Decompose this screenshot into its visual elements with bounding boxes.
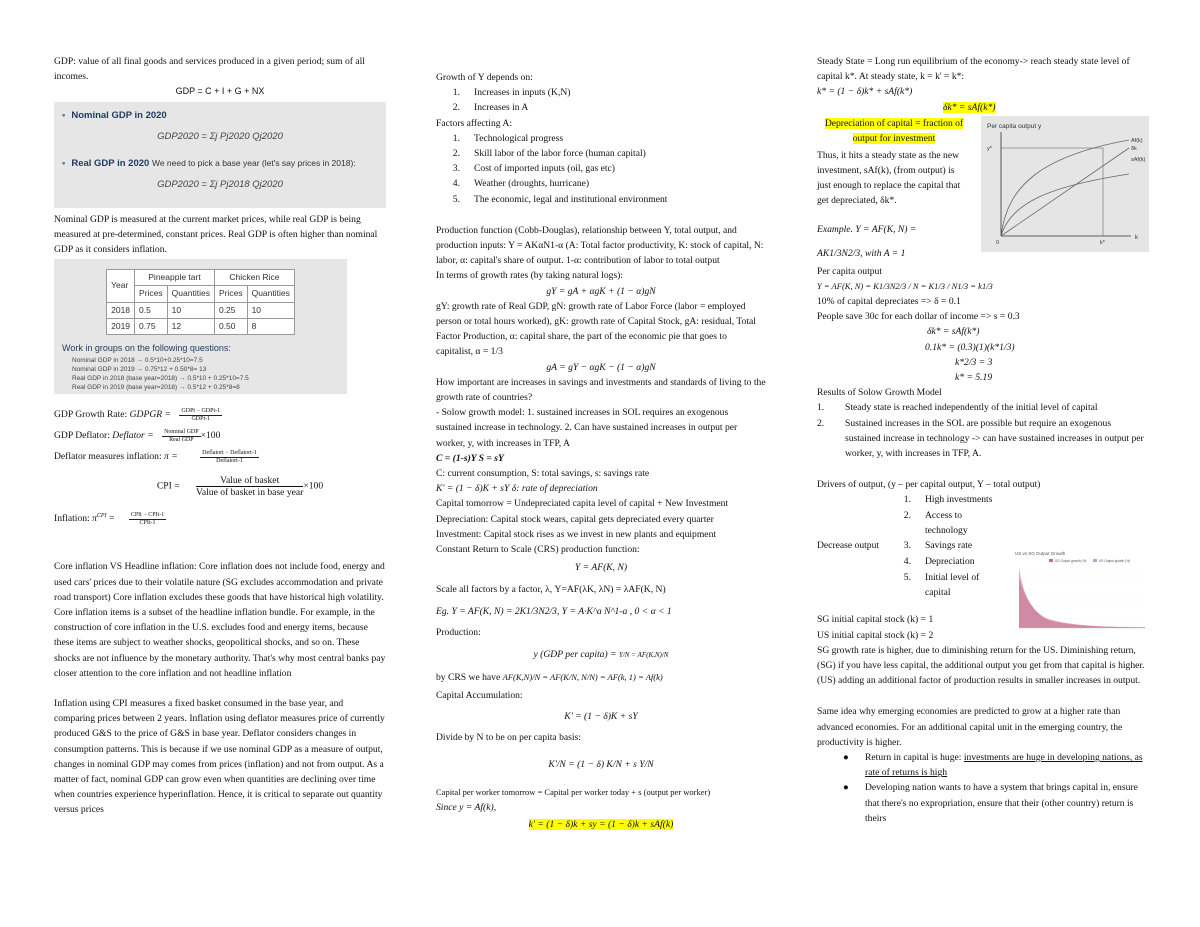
- solow-x-axis-label: k: [1135, 234, 1138, 241]
- gdp-identity: GDP = C + I + G + NX: [175, 86, 265, 97]
- list-item: 2. Increases in A: [452, 102, 529, 114]
- exercise-item: Nominal GDP in 2019 → 0.75*12 + 0.50*8= 13: [72, 366, 207, 374]
- bullet-icon: •: [62, 158, 66, 170]
- work-groups-title: Work in groups on the following questions:: [62, 343, 231, 354]
- table-subheader: Prices: [214, 286, 247, 302]
- tfp-equation: gA = gY − αgK − (1 − α)gN: [546, 361, 656, 373]
- list-item: 4. Depreciation: [903, 556, 975, 568]
- capital-tomorrow: Capital tomorrow = Undepreciated capita level of capital + New Investment: [436, 498, 729, 510]
- depreciation-note: Depreciation of capital = fraction of output for investment: [824, 117, 964, 144]
- sg-chart-title: US vs SG Output Growth: [1015, 551, 1066, 557]
- cpi-inflation: Inflation: $\pi^{CPI}$ = $\frac{\text{CPIt − CPIt-1}}{\text{CPIt-1}}$: [54, 511, 165, 526]
- per-capita-capital-equation: K'/N = (1 − δ) K/N + s Y/N: [548, 758, 654, 770]
- list-item: 3. Cost of imported inputs (oil, gas etc): [452, 163, 615, 175]
- deflator-inflation-fraction: $\frac{\text{Deflatort − Deflatort-1}}{\text{Deflatort-1}}$: [202, 449, 257, 464]
- per-capita-line: y (GDP per capita) = Y/N = AF(K,N)/N: [533, 649, 669, 661]
- savings-rate: People save 30c for each dollar of income => s = 0.3: [817, 311, 1020, 323]
- list-item: 1. High investments: [903, 494, 993, 506]
- results-heading: Results of Solow Growth Model: [817, 387, 942, 399]
- table-header-year: Year: [107, 270, 135, 302]
- table-subheader: Prices: [135, 286, 168, 302]
- steady-state-calc-1: δk* = sAf(k*): [927, 326, 980, 338]
- capital-accumulation-equation: K' = (1 − δ)K + sY: [564, 710, 638, 722]
- column-middle: [436, 70, 766, 832]
- solow-chart-title: Per capita output y: [987, 122, 1042, 130]
- production-label: Production:: [436, 627, 481, 639]
- list-item: 2. Sustained increases in the SOL are possible but require an exogenous sustained increase in technology -> can have sustained increases in output per worker, y, with increases in TFP, A.: [817, 417, 1144, 460]
- gdp-growth-rate: GDP Growth Rate: GDPGR = $\frac{\text{GDPt − GDPt-1}}{\text{GDPt-1}}$: [54, 407, 221, 422]
- crs-equation: Y = AF(K, N): [574, 562, 628, 574]
- steady-state-equation: k* = (1 − δ)k* + sAf(k*): [817, 86, 913, 98]
- example-production-2: AK1/3N2/3, with A = 1: [817, 247, 906, 259]
- growth-rate-fraction: $\frac{\text{GDPt − GDPt-1}}{\text{GDPt-1}}$: [181, 407, 221, 422]
- growth-rate-symbol: GDPGR =: [129, 409, 171, 421]
- sg-legend-sg: SG Output growth (%): [1055, 559, 1087, 564]
- capital-equation: K' = (1 − δ)K + sY δ: rate of depreciation: [436, 483, 598, 495]
- table-cell: 2018: [107, 302, 135, 318]
- list-item: 5. The economic, legal and institutional environment: [452, 193, 668, 205]
- per-worker-line: Capital per worker tomorrow = Capital per worker today + s (output per worker): [436, 786, 711, 797]
- results-list: [817, 400, 1147, 461]
- steady-state-condition: δk* = sAf(k*): [943, 101, 996, 113]
- growth-equation: gY = gA + αgK + (1 − α)gN: [546, 285, 656, 297]
- growth-list: [436, 85, 766, 115]
- table-subheader: Quantities: [247, 286, 294, 302]
- drivers-heading: Drivers of output, (y – per capital output, Y – total output): [817, 479, 1041, 491]
- per-capita-output-label: Per capita output: [817, 265, 883, 277]
- solow-summary: - Solow growth model: 1. sustained increases in SOL requires an exogenous sustained increase in technology. 2. Can have sustained increases in output per worker, y, with increases in TFP, A: [436, 407, 738, 449]
- steady-state-calc-4: k* = 5.19: [955, 372, 993, 384]
- nominal-gdp-formula: GDP2020 = Σj Pj2020 Qj2020: [157, 130, 283, 142]
- column-left: [54, 54, 386, 818]
- consumption-equation: C = (1-s)Y S = sY: [436, 452, 504, 464]
- since-line: Since y = Af(k),: [436, 801, 497, 813]
- table-cell: 0.50: [214, 318, 247, 334]
- list-item: 1. Technological progress: [452, 132, 564, 144]
- cpi-fraction: $\frac{\text{Value of basket}}{\text{Value of basket in base year}}$: [195, 475, 304, 499]
- table-header-rice: Chicken Rice: [214, 270, 294, 286]
- steady-state-calc-2: 0.1k* = (0.3)(1)(k*1/3): [925, 341, 1015, 353]
- us-sg-growth-chart: [1009, 548, 1149, 634]
- list-item: 1. Increases in inputs (K,N): [452, 87, 571, 99]
- scale-line: Scale all factors by a factor, λ, Y=AF(λK, λN) = λAF(K, N): [436, 584, 666, 596]
- list-item: 4. Weather (droughts, hurricane): [452, 178, 590, 190]
- growth-terms: In terms of growth rates (by taking natural logs):: [436, 270, 624, 282]
- depreciation-rate: 10% of capital depreciates => δ = 0.1: [817, 296, 961, 308]
- table-cell: 2019: [107, 318, 135, 334]
- depreciation-definition: Depreciation: Capital stock wears, capital gets depreciated every quarter: [436, 513, 714, 525]
- column-right: [817, 54, 1147, 826]
- capital-motion-equation: k' = (1 − δ)k + sy = (1 − δ)k + sAf(k): [528, 819, 674, 831]
- capital-bullets: [817, 750, 1147, 826]
- example-line: Eg. Y = AF(K, N) = 2K1/3N2/3, Y = A·K^a N^1-a , 0 < α < 1: [436, 606, 672, 618]
- capital-accumulation-label: Capital Accumulation:: [436, 690, 523, 702]
- list-item: 2. Skill labor of the labor force (human capital): [452, 148, 646, 160]
- cpi-vs-deflator-text: Inflation using CPI measures a fixed basket consumed in the base year, and comparing prices between 2 years. Inflation using deflator measures price of currently produced G&S to the price of G&S in base year. Deflator considers changes in consumption patterns. This is because if we use nominal GDP as a measure of output, changes in nominal GDP may comes from prices (inflation) and not from output. As a matter of fact, nominal GDP can grow even when quantities are declining over time when countries experience hyperinflation. Hence, it is critical to separate out quantity versus prices: [54, 698, 385, 816]
- consumption-definition: C: current consumption, S: total savings, s: savings rate: [436, 468, 650, 480]
- saf-k-label: sAf(k): [1131, 156, 1146, 163]
- list-item: 1. Steady state is reached independently of the initial level of capital: [817, 402, 1098, 414]
- steady-state-calc-3: k*2/3 = 3: [955, 356, 993, 368]
- table-subheader: Quantities: [167, 286, 214, 302]
- exercise-item: Nominal GDP in 2018 → 0.5*10+0.25*10=7.5: [72, 357, 203, 365]
- emerging-economies-text: Same idea why emerging economies are predicted to grow at a higher rate than advanced economies. For an additional capital unit in the emerging country, the productivity is higher.: [817, 706, 1123, 748]
- solow-steady-state-chart: [981, 116, 1149, 252]
- real-gdp-formula: GDP2020 = Σj Pj2018 Qj2020: [157, 179, 283, 191]
- factors-list: [436, 131, 766, 207]
- factors-heading: Factors affecting A:: [436, 117, 513, 129]
- delta-k-label: δk: [1131, 145, 1137, 152]
- table-cell: 0.5: [135, 302, 168, 318]
- gdp-exercise-slide: [54, 259, 347, 394]
- importance-question: How important are increases in savings and investments and standards of living to the growth rate of countries?: [436, 376, 766, 404]
- exercise-item: Real GDP in 2018 (base year=2018) → 0.5*10 + 0.25*10=7.5: [72, 375, 249, 383]
- solow-y-star-label: y*: [987, 145, 992, 152]
- table-cell: 10: [247, 302, 294, 318]
- slide-bullet-real: Real GDP in 2020: [71, 158, 150, 170]
- nominal-real-gdp-slide: [54, 102, 386, 208]
- investment-definition: Investment: Capital stock rises as we invest in new plants and equipment: [436, 528, 717, 540]
- list-item: 2. Access to technology: [903, 509, 968, 536]
- table-header-tart: Pineapple tart: [135, 270, 215, 286]
- list-item: ● Developing nation wants to have a system that brings capital in, ensure that there's no expropriation, ensure that their (other country) return is theirs: [843, 782, 1138, 824]
- growth-heading: Growth of Y depends on:: [436, 72, 533, 83]
- nominal-vs-real-text: Nominal GDP is measured at the current market prices, while real GDP is being measured at pre-determined, constant prices. Real GDP is often higher than nominal GDP as it considers inflation.: [54, 213, 378, 256]
- deflator-fraction: $\frac{\text{Nominal GDP}}{\text{Real GDP}}$: [164, 428, 199, 443]
- sg-legend-us: US Output growth (%): [1099, 559, 1131, 564]
- table-row: [107, 302, 295, 318]
- decrease-heading: Decrease output: [817, 540, 880, 552]
- table-cell: 0.25: [214, 302, 247, 318]
- gdp-deflator: GDP Deflator: Deflator = $\frac{\text{Nominal GDP}}{\text{Real GDP}}$ ×100: [54, 428, 221, 443]
- table-cell: 10: [167, 302, 214, 318]
- steady-state-explanation: Thus, it hits a steady state as the new investment, sAf(k), (from output) is just enough to replace the capital that get depreciated, δk*.: [817, 149, 961, 207]
- deflator-inflation: Deflator measures inflation: π = $\frac{\text{Deflatort − Deflatort-1}}{\text{Deflatort-1}}$: [54, 449, 257, 464]
- core-vs-headline-text: Core inflation VS Headline inflation: Core inflation does not include food, energy and used cars' prices due to their volatile nature (SG excludes accommodation and private road transport) Core inflation excludes these goods that have historical high volatility. Core inflation items is a subset of the headline inflation bundle. For example, in the construction of core inflation in the U.S. excludes food and energy items, because these items are subject to weather shocks, geopolitical shocks, and so on. These shocks are not influence by the monetary authority. That's why most central banks pay closer attention to the core inflation and not headline inflation: [54, 561, 386, 679]
- solow-origin-label: 0: [996, 239, 1000, 246]
- growth-definitions: gY: growth rate of Real GDP, gN: growth rate of Labor Force (labor = employed person or total hours worked), gK: growth rate of Capital Stock, gA: residual, Total Factor Production, α: capital share, the part of the economic pie that goes to capitalist, α = 1/3: [436, 300, 756, 358]
- sg-initial-capital: SG initial capital stock (k) = 1: [817, 614, 934, 626]
- gdp-definition: GDP: value of all final goods and services produced in a given period; sum of all incomes.: [54, 56, 365, 83]
- table-cell: 12: [167, 318, 214, 334]
- list-item: 3. Savings rate: [903, 540, 973, 552]
- list-item: ● Return in capital is huge: investments are huge in developing nations, as rate of returns is high: [843, 752, 1143, 779]
- exercise-item: Real GDP in 2019 (base year=2018) → 0.5*12 + 0.25*8=8: [72, 384, 240, 392]
- production-function-text: Production function (Cobb-Douglas), relationship between Y, total output, and production inputs: Y = AKαN1-α (A: Total factor productivity, K: stock of capital, N: labor, α: capital's share of output. 1-α: contribution of labor to total output: [436, 224, 764, 267]
- solow-k-star-label: k*: [1100, 239, 1105, 246]
- divide-label: Divide by N to be on per capita basis:: [436, 731, 581, 743]
- cpi-formula: CPI = $\frac{\text{Value of basket}}{\text{Value of basket in base year}}$ ×100: [156, 475, 324, 499]
- bullet-icon: •: [62, 109, 66, 121]
- cpi-inflation-fraction: $\frac{\text{CPIt − CPIt-1}}{\text{CPIt-1}}$: [130, 511, 165, 526]
- example-production: Example. Y = AF(K, N) =: [817, 223, 917, 235]
- slide-base-year-note: We need to pick a base year (let's say prices in 2018):: [151, 158, 356, 169]
- diminishing-return-text: SG growth rate is higher, due to diminishing return for the US. Diminishing return, (SG) if you have less capital, the additional output you get from that capital is higher. (US) adding an additional factor of production results in smaller increases in output.: [817, 644, 1145, 687]
- steady-state-definition: Steady State = Long run equilibrium of the economy-> reach steady state level of capital k*. At steady state, k = k' = k*:: [817, 56, 1130, 83]
- slide-bullet-nominal: Nominal GDP in 2020: [71, 109, 167, 121]
- list-item: 5. Initial level of capital: [903, 571, 980, 598]
- price-quantity-table: [106, 269, 295, 335]
- table-row: [107, 318, 295, 334]
- table-cell: 8: [247, 318, 294, 334]
- table-cell: 0.75: [135, 318, 168, 334]
- crs-have-line: by CRS we have AF(K,N)/N = AF(K/N, N/N) = AF(k, 1) = Af(k): [436, 672, 663, 684]
- per-capita-output-equation: Y = AF(K, N) = K1/3N2/3 / N = K1/3 / N1/3 = k1/3: [817, 280, 993, 291]
- crs-heading: Constant Return to Scale (CRS) production function:: [436, 544, 640, 556]
- af-k-label: Af(k): [1131, 137, 1143, 144]
- deflator-symbol: Deflator =: [112, 430, 154, 442]
- inflation-symbol: π =: [164, 451, 178, 463]
- us-initial-capital: US initial capital stock (k) = 2: [817, 629, 934, 641]
